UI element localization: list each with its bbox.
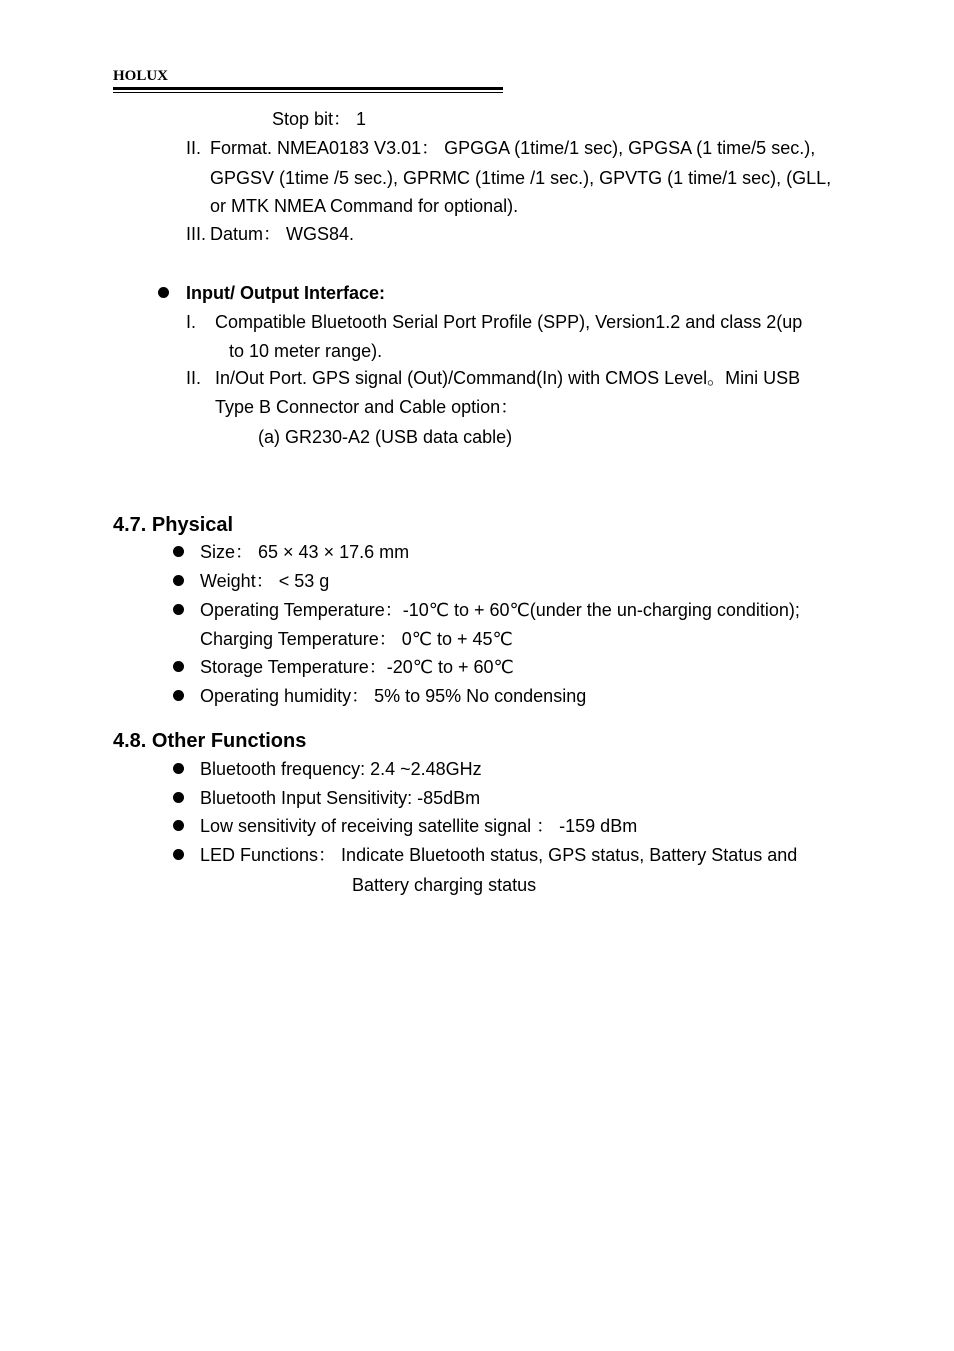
section-heading-physical: 4.7. Physical [113, 514, 234, 536]
brand-label: HOLUX [113, 68, 169, 84]
header-rule-thick [113, 87, 503, 90]
physical-weight: Weight： < 53 g [200, 571, 330, 591]
io-item2-line-3: (a) GR230-A2 (USB data cable) [258, 427, 513, 447]
physical-storage-temperature: Storage Temperature：-20℃ to + 60℃ [200, 657, 514, 677]
format-line-2: GPGSV (1time /5 sec.), GPRMC (1time /1 sec.), GPVTG (1 time/1 sec), (GLL, [210, 168, 832, 188]
bullet-icon [173, 604, 184, 615]
bluetooth-sensitivity: Bluetooth Input Sensitivity: -85dBm [200, 788, 481, 808]
bullet-icon [173, 763, 184, 774]
datum: Datum： WGS84. [210, 224, 355, 244]
bullet-icon [173, 575, 184, 586]
bullet-icon [173, 546, 184, 557]
section-heading-other-functions: 4.8. Other Functions [113, 730, 307, 752]
io-item1-line-2: to 10 meter range). [229, 341, 383, 361]
io-item1-line-1: Compatible Bluetooth Serial Port Profile (SPP), Version1.2 and class 2(up [215, 312, 803, 332]
bluetooth-frequency: Bluetooth frequency: 2.4 ~2.48GHz [200, 759, 482, 779]
low-sensitivity: Low sensitivity of receiving satellite signal ： -159 dBm [200, 816, 638, 836]
bullet-icon [158, 287, 169, 298]
format-number: II. [186, 138, 202, 158]
io-item2-line-2: Type B Connector and Cable option： [215, 397, 519, 417]
io-item2-number: II. [186, 368, 202, 388]
bullet-icon [173, 792, 184, 803]
bullet-icon [173, 661, 184, 672]
physical-humidity: Operating humidity： 5% to 95% No condensing [200, 686, 587, 706]
io-title: Input/ Output Interface: [186, 283, 385, 303]
format-line-1: Format. NMEA0183 V3.01： GPGGA (1time/1 sec), GPGSA (1 time/5 sec.), [210, 138, 816, 158]
stop-bit: Stop bit： 1 [272, 109, 367, 129]
header-rule-thin [113, 92, 503, 93]
led-functions-line-1: LED Functions： Indicate Bluetooth status, GPS status, Battery Status and [200, 845, 798, 865]
io-item1-number: I. [186, 312, 197, 332]
physical-charging-temperature: Charging Temperature： 0℃ to + 45℃ [200, 629, 513, 649]
physical-operating-temperature: Operating Temperature：-10℃ to + 60℃(under the un-charging condition); [200, 600, 800, 620]
datum-number: III. [186, 224, 207, 244]
bullet-icon [173, 690, 184, 701]
physical-size: Size： 65 × 43 × 17.6 mm [200, 542, 410, 562]
bullet-icon [173, 820, 184, 831]
led-functions-line-2: Battery charging status [352, 875, 537, 895]
bullet-icon [173, 849, 184, 860]
io-item2-line-1: In/Out Port. GPS signal (Out)/Command(In) with CMOS Level。Mini USB [215, 368, 801, 388]
format-line-3: or MTK NMEA Command for optional). [210, 196, 519, 216]
